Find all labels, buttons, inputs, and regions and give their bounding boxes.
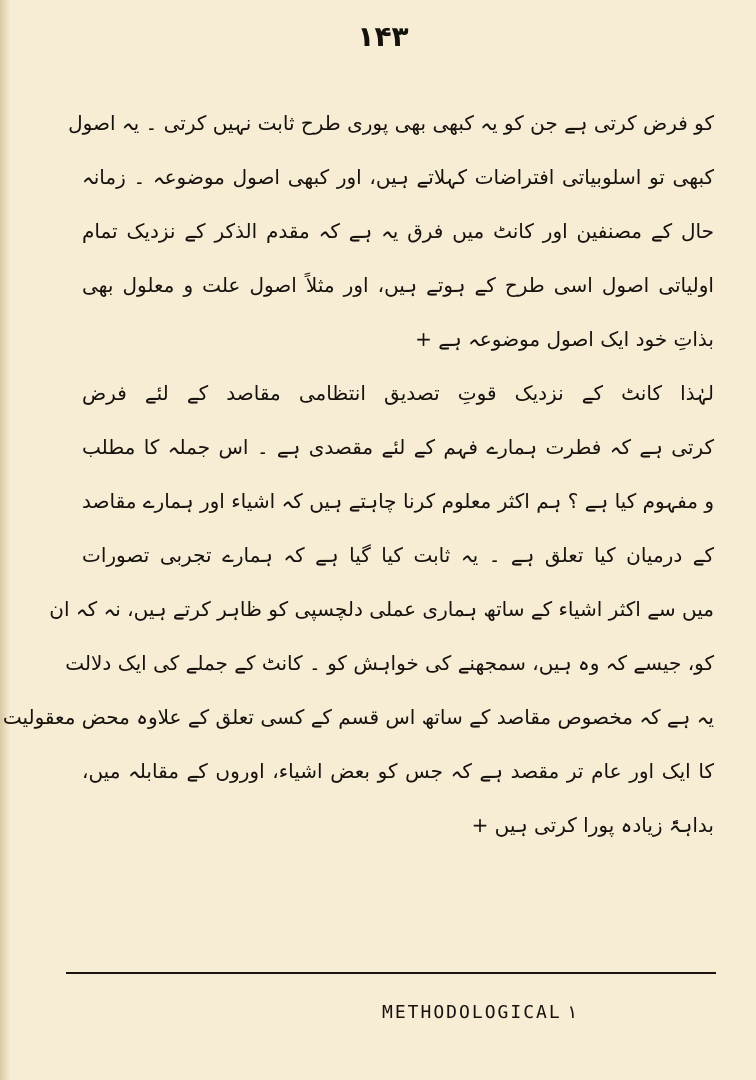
text-line: کو، جیسے کہ وہ ہیں، سمجھنے کی خواہش کو ۔ کانٹ کے جملے کی ایک دلالت [65,651,714,675]
footnote-term: METHODOLOGICAL [382,1002,562,1023]
text-line: بداہۃً زیادہ پورا کرتی ہیں + [471,813,714,837]
text-line: بذاتِ خود ایک اصول موضوعہ ہے + [415,327,714,351]
text-line: اولیاتی اصول اسی طرح کے ہوتے ہیں، اور مثلاً اصول علت و معلول بھی [82,273,714,297]
text-line: کو فرض کرتی ہے جن کو یہ کبھی بھی پوری طرح ثابت نہیں کرتی ۔ یہ اصول [68,111,714,135]
text-line: میں سے اکثر اشیاء کے ساتھ ہماری عملی دلچسپی کو ظاہر کرتے ہیں، نہ کہ ان [49,597,714,621]
footnote-marker: ۱ [567,1002,578,1023]
text-line: کبھی تو اسلوبیاتی افتراضات کہلاتے ہیں، اور کبھی اصول موضوعہ ۔ زمانہ [82,165,714,189]
text-line: حال کے مصنفین اور کانٹ میں فرق یہ ہے کہ مقدم الذکر کے نزدیک تمام [82,219,714,243]
text-line: و مفہوم کیا ہے ؟ ہم اکثر معلوم کرنا چاہتے ہیں کہ اشیاء اور ہمارے مقاصد [82,489,714,513]
page-number: ۱۴۳ [357,20,409,53]
text-line: یہ ہے کہ مخصوص مقاصد کے ساتھ اس قسم کے کسی تعلق کے علاوہ محض معقولیت [2,705,714,729]
text-line: کے درمیان کیا تعلق ہے ۔ یہ ثابت کیا گیا ہے کہ ہمارے تجربی تصورات [82,543,714,567]
footnote [382,1002,682,1023]
text-line: کرتی ہے کہ فطرت ہمارے فہم کے لئے مقصدی ہے ۔ اس جملہ کا مطلب [82,435,714,459]
footnote-divider [66,972,716,974]
body-text [2,96,714,852]
text-line: کا ایک اور عام تر مقصد ہے کہ جس کو بعض اشیاء، اوروں کے مقابلہ میں، [82,759,714,783]
text-line: لہٰذا کانٹ کے نزدیک قوتِ تصدیق انتظامی مقاصد کے لئے فرض [82,381,714,405]
page-edge-shadow [0,0,10,1080]
